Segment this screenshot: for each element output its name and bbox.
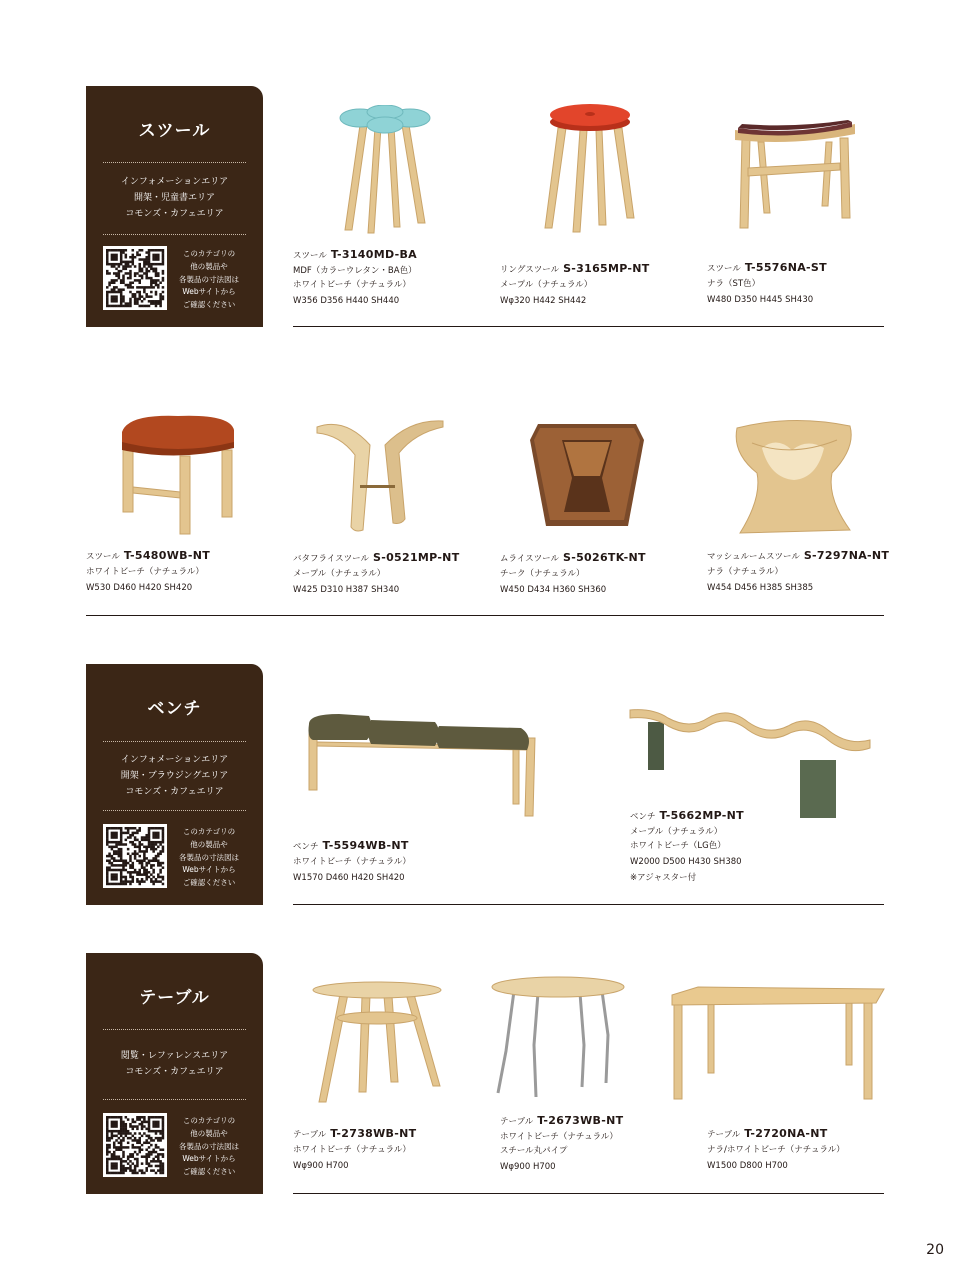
product-kind: スツール xyxy=(293,251,327,261)
qr-note-line: 各製品の寸法図は xyxy=(179,274,239,284)
area-item: インフォメーションエリア xyxy=(120,755,229,765)
upholstered-stool-image xyxy=(118,412,238,537)
section-divider xyxy=(293,1193,884,1194)
product-spec xyxy=(500,567,700,597)
product-code: T-2720NA-NT xyxy=(744,1127,828,1140)
stool-category-panel xyxy=(86,86,263,327)
spec-line: Wφ900 H700 xyxy=(500,1162,556,1172)
section-divider xyxy=(86,615,884,616)
product-name xyxy=(500,1114,700,1127)
qr-pattern xyxy=(103,1113,167,1177)
qr-note-line: Webサイトから xyxy=(182,1154,236,1164)
product-code: T-5480WB-NT xyxy=(123,549,211,562)
qr-code[interactable] xyxy=(103,246,167,310)
qr-note-line: 他の製品や xyxy=(190,261,228,271)
product-s-3165mp-nt[interactable] xyxy=(500,262,700,308)
product-spec xyxy=(500,278,700,308)
spec-line: メープル（ナチュラル） xyxy=(630,827,723,837)
category-title: ベンチ xyxy=(147,699,202,719)
area-item: 開架・児童書エリア xyxy=(133,193,215,203)
qr-note-line: ご確認ください xyxy=(182,300,236,310)
product-t-5576na-st[interactable] xyxy=(707,261,907,307)
spec-line: Wφ900 H700 xyxy=(293,1161,349,1171)
product-code: T-5576NA-ST xyxy=(744,261,827,274)
area-item: コモンズ・カフェエリア xyxy=(125,787,224,797)
product-kind: ベンチ xyxy=(293,842,319,852)
spec-line: W1570 D460 H420 SH420 xyxy=(293,873,405,883)
area-item: コモンズ・カフェエリア xyxy=(125,209,224,219)
area-item: 開架・ブラウジングエリア xyxy=(120,771,229,781)
product-kind: スツール xyxy=(707,264,741,274)
product-name xyxy=(630,809,830,822)
round-wood-table-image xyxy=(310,980,445,1105)
product-s-5026tk-nt[interactable] xyxy=(500,551,700,597)
product-spec xyxy=(707,1143,907,1173)
bench-category-panel xyxy=(86,664,263,905)
clover-stool-image xyxy=(330,105,440,235)
spec-line: ホワイトビーチ（ナチュラル） xyxy=(293,280,411,290)
product-spec xyxy=(86,565,286,595)
spec-line: W450 D434 H360 SH360 xyxy=(500,585,607,595)
qr-note-line: 他の製品や xyxy=(190,839,228,849)
qr-note xyxy=(174,1115,244,1179)
product-name xyxy=(707,1127,907,1140)
product-kind: テーブル xyxy=(707,1130,741,1140)
spec-line: ナラ（ナチュラル） xyxy=(707,567,783,577)
spec-line: ナラ（ST色） xyxy=(707,279,761,289)
spec-line: W2000 D500 H430 SH380 xyxy=(630,857,742,867)
spec-line: ホワイトビーチ（ナチュラル） xyxy=(293,857,411,867)
spec-line: MDF（カラーウレタン・BA色） xyxy=(293,266,417,276)
ring-stool-image xyxy=(540,100,640,235)
product-spec xyxy=(293,1143,493,1173)
product-name xyxy=(86,549,286,562)
qr-note xyxy=(174,248,244,312)
product-name xyxy=(707,261,907,274)
product-s-0521mp-nt[interactable] xyxy=(293,551,493,597)
product-code: T-2673WB-NT xyxy=(537,1114,624,1127)
product-code: T-3140MD-BA xyxy=(330,248,417,261)
qr-note-line: Webサイトから xyxy=(182,287,236,297)
divider xyxy=(103,1029,246,1030)
spec-line: ホワイトビーチ（LG色） xyxy=(630,841,726,851)
spec-line: ※アジャスター付 xyxy=(630,873,697,883)
spec-line: ホワイトビーチ（ナチュラル） xyxy=(293,1145,411,1155)
product-t-2720na-nt[interactable] xyxy=(707,1127,907,1173)
qr-note-line: ご確認ください xyxy=(182,1167,236,1177)
product-code: S-5026TK-NT xyxy=(563,551,646,564)
area-item: 閲覧・レファレンスエリア xyxy=(120,1051,229,1061)
product-code: T-2738WB-NT xyxy=(330,1127,417,1140)
cushion-bench-image xyxy=(305,712,537,822)
qr-note-line: 他の製品や xyxy=(190,1128,228,1138)
spec-line: W1500 D800 H700 xyxy=(707,1161,788,1171)
area-list xyxy=(86,752,263,800)
divider xyxy=(103,1099,246,1100)
qr-note xyxy=(174,826,244,890)
qr-pattern xyxy=(103,246,167,310)
category-title: テーブル xyxy=(139,988,210,1008)
category-title: スツール xyxy=(138,121,211,141)
spec-line: ホワイトビーチ（ナチュラル） xyxy=(86,567,204,577)
qr-note-line: このカテゴリの xyxy=(182,827,236,836)
page-number: 20 xyxy=(926,1242,944,1258)
area-list xyxy=(86,174,263,222)
product-name xyxy=(707,549,907,562)
spec-line: W454 D456 H385 SH385 xyxy=(707,583,814,593)
table-category-panel xyxy=(86,953,263,1194)
product-name xyxy=(293,248,493,261)
product-t-2738wb-nt[interactable] xyxy=(293,1127,493,1173)
qr-code[interactable] xyxy=(103,824,167,888)
product-name xyxy=(293,551,493,564)
product-name xyxy=(500,262,700,275)
spec-line: ナラ/ホワイトビーチ（ナチュラル） xyxy=(707,1145,845,1155)
product-t-3140md-ba[interactable] xyxy=(293,248,493,308)
area-item: インフォメーションエリア xyxy=(120,177,229,187)
product-kind: テーブル xyxy=(293,1130,327,1140)
area-item: コモンズ・カフェエリア xyxy=(125,1067,224,1077)
product-spec xyxy=(707,565,907,595)
round-steel-table-image xyxy=(488,975,628,1100)
qr-note-line: このカテゴリの xyxy=(182,1116,236,1125)
product-t-2673wb-nt[interactable] xyxy=(500,1114,700,1174)
product-kind: ムライスツール xyxy=(500,554,559,564)
product-kind: ベンチ xyxy=(630,812,656,822)
divider xyxy=(103,234,246,235)
spec-line: W530 D460 H420 SH420 xyxy=(86,583,193,593)
qr-note-line: ご確認ください xyxy=(182,878,236,888)
qr-note-line: 各製品の寸法図は xyxy=(179,852,239,862)
product-kind: マッシュルームスツール xyxy=(707,552,800,562)
rect-table-image xyxy=(668,985,886,1103)
section-divider xyxy=(293,904,884,905)
product-code: T-5662MP-NT xyxy=(659,809,744,822)
product-spec xyxy=(707,277,907,307)
product-code: S-7297NA-NT xyxy=(803,549,890,562)
product-s-7297na-nt[interactable] xyxy=(707,549,907,595)
product-name xyxy=(293,839,493,852)
product-kind: バタフライスツール xyxy=(293,554,369,564)
spec-line: W480 D350 H445 SH430 xyxy=(707,295,814,305)
divider xyxy=(103,162,246,163)
product-spec xyxy=(293,855,493,885)
spec-line: メープル（ナチュラル） xyxy=(293,569,386,579)
mushroom-stool-image xyxy=(732,418,857,536)
product-kind: スツール xyxy=(86,552,120,562)
product-kind: リングスツール xyxy=(500,265,560,275)
qr-note-line: 各製品の寸法図は xyxy=(179,1141,239,1151)
product-spec xyxy=(630,825,830,885)
product-code: T-5594WB-NT xyxy=(322,839,409,852)
murai-stool-image xyxy=(528,420,646,530)
product-spec xyxy=(500,1130,700,1174)
section-divider xyxy=(293,326,884,327)
divider xyxy=(103,741,246,742)
wave-bench-image xyxy=(628,700,873,820)
butterfly-stool-image xyxy=(315,415,445,535)
product-name xyxy=(293,1127,493,1140)
area-list xyxy=(86,1048,263,1080)
cushion-stool-image xyxy=(730,118,860,233)
spec-line: ホワイトビーチ（ナチュラル） xyxy=(500,1132,618,1142)
spec-line: W356 D356 H440 SH440 xyxy=(293,296,400,306)
divider xyxy=(103,810,246,811)
product-spec xyxy=(293,264,493,308)
spec-line: スチール丸パイプ xyxy=(500,1146,568,1156)
product-t-5662mp-nt[interactable] xyxy=(630,809,830,885)
product-name xyxy=(500,551,700,564)
product-code: S-3165MP-NT xyxy=(563,262,650,275)
qr-note-line: Webサイトから xyxy=(182,865,236,875)
product-t-5594wb-nt[interactable] xyxy=(293,839,493,885)
product-code: S-0521MP-NT xyxy=(373,551,460,564)
product-kind: テーブル xyxy=(500,1117,534,1127)
product-t-5480wb-nt[interactable] xyxy=(86,549,286,595)
spec-line: メープル（ナチュラル） xyxy=(500,280,593,290)
spec-line: チーク（ナチュラル） xyxy=(500,569,585,579)
qr-pattern xyxy=(103,824,167,888)
spec-line: W425 D310 H387 SH340 xyxy=(293,585,400,595)
qr-code[interactable] xyxy=(103,1113,167,1177)
product-spec xyxy=(293,567,493,597)
qr-note-line: このカテゴリの xyxy=(182,249,236,258)
spec-line: Wφ320 H442 SH442 xyxy=(500,296,587,306)
